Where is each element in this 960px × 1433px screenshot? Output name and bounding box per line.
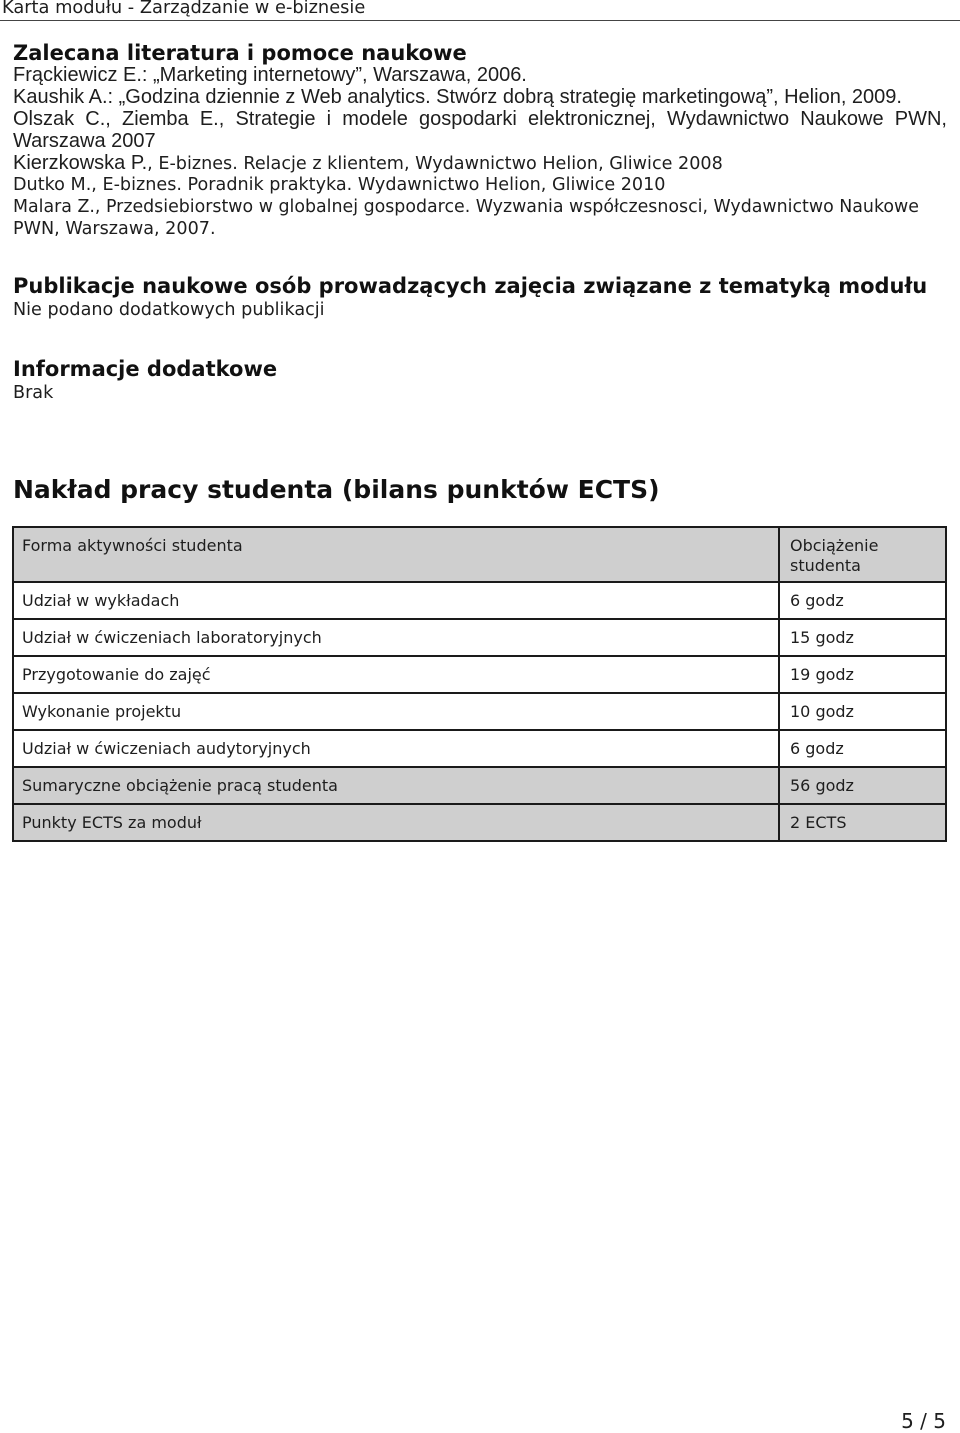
table-cell-load: 2 ECTS (780, 805, 947, 842)
table-cell-load: 6 godz (780, 583, 947, 620)
literature-entry-details: , E-biznes. Relacje z klientem, Wydawnictwo Helion, Gliwice 2008 (147, 154, 723, 174)
literature-entry-author: Kierzkowska P. (13, 152, 148, 174)
table-cell-load: 19 godz (780, 657, 947, 694)
workload-table (12, 526, 947, 842)
literature-entry: Dutko M., E-biznes. Poradnik praktyka. Wydawnictwo Helion, Gliwice 2010 (13, 175, 666, 195)
literature-entry (13, 152, 947, 174)
header-divider (0, 20, 960, 21)
table-cell-load: 15 godz (780, 620, 947, 657)
additional-info-text: Brak (13, 383, 54, 403)
literature-entry: Kaushik A.: „Godzina dziennie z Web analytics. Stwórz dobrą strategię marketingową”, Helion, 2009. (13, 86, 902, 108)
column-header-activity: Forma aktywności studenta (14, 528, 780, 583)
table-cell-load: 10 godz (780, 694, 947, 731)
table-cell-activity: Wykonanie projektu (14, 694, 780, 731)
literature-entry-line: Malara Z., Przedsiebiorstwo w globalnej gospodarce. Wyzwania współczesnosci, Wydawnictwo Naukowe (13, 197, 919, 217)
workload-heading: Nakład pracy studenta (bilans punktów ECTS) (13, 475, 660, 504)
literature-entry-line: Olszak C., Ziemba E., Strategie i modele gospodarki elektronicznej, Wydawnictwo Naukowe PWN, (13, 108, 947, 130)
column-header-load: Obciążenie studenta (780, 528, 947, 583)
publications-text: Nie podano dodatkowych publikacji (13, 300, 325, 320)
table-cell-activity: Udział w ćwiczeniach laboratoryjnych (14, 620, 780, 657)
literature-list (13, 64, 947, 240)
table-cell-load: 56 godz (780, 768, 947, 805)
literature-heading: Zalecana literatura i pomoce naukowe (13, 41, 467, 65)
literature-entry-line: Warszawa 2007 (13, 130, 156, 152)
additional-info-heading: Informacje dodatkowe (13, 357, 278, 381)
table-cell-activity: Sumaryczne obciążenie pracą studenta (14, 768, 780, 805)
literature-entry-line: PWN, Warszawa, 2007. (13, 219, 216, 239)
table-cell-activity: Punkty ECTS za moduł (14, 805, 780, 842)
running-header-title: Karta modułu - Zarządzanie w e-biznesie (2, 0, 366, 18)
table-cell-activity: Udział w wykładach (14, 583, 780, 620)
table-cell-activity: Przygotowanie do zajęć (14, 657, 780, 694)
page-number: 5 / 5 (901, 1409, 946, 1433)
publications-heading: Publikacje naukowe osób prowadzących zajęcia związane z tematyką modułu (13, 274, 928, 298)
literature-entry: Frąckiewicz E.: „Marketing internetowy”, Warszawa, 2006. (13, 64, 527, 86)
table-cell-activity: Udział w ćwiczeniach audytoryjnych (14, 731, 780, 768)
table-cell-load: 6 godz (780, 731, 947, 768)
